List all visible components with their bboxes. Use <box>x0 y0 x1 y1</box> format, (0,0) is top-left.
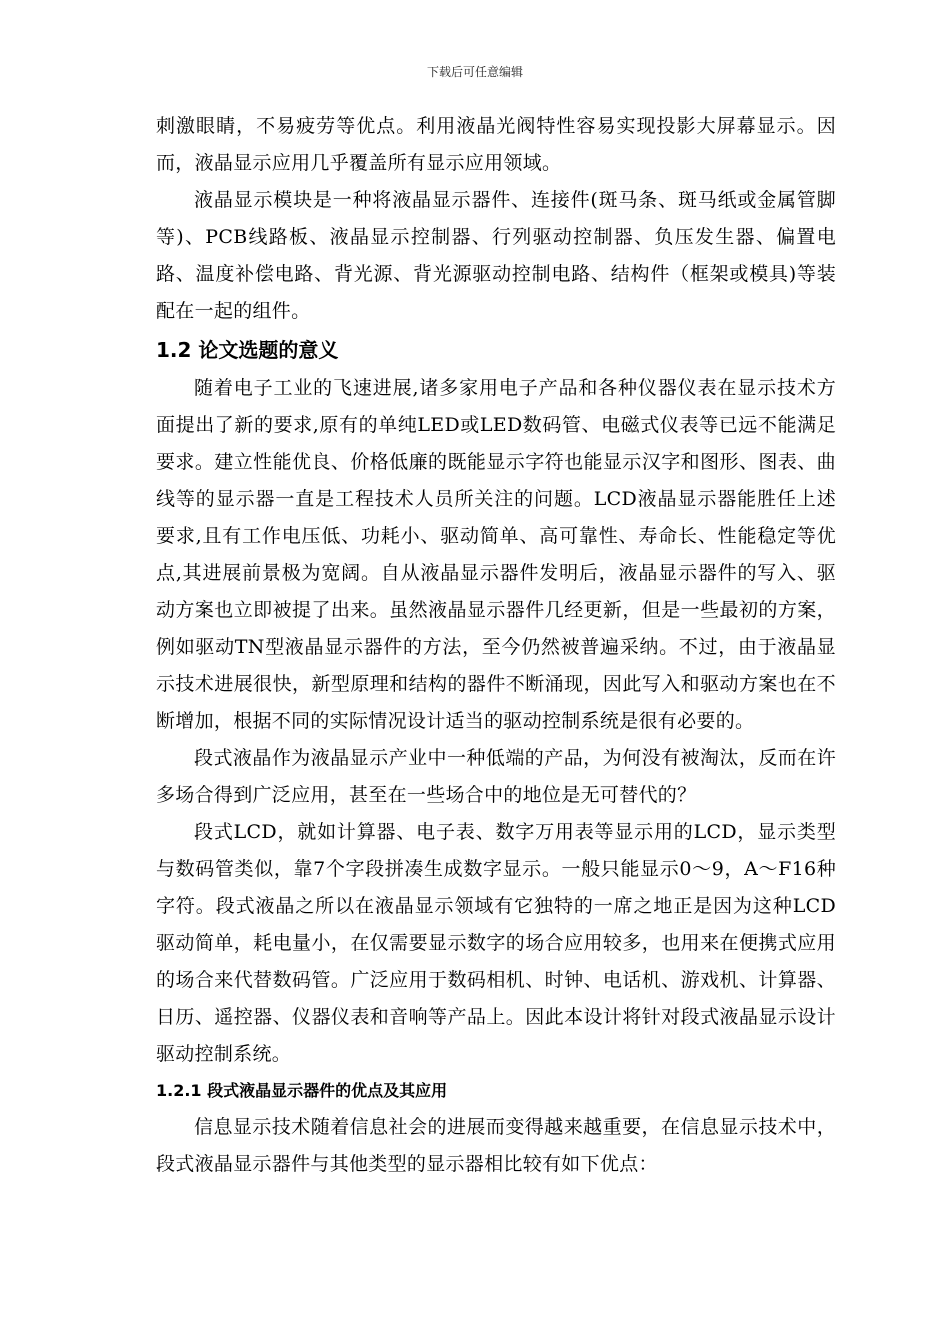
document-body <box>156 108 836 1183</box>
paragraph-segment-lcd: 段式LCD，就如计算器、电子表、数字万用表等显示用的LCD，显示类型与数码管类似，靠7个字段拼凑生成数字显示。一般只能显示0～9，A～F16种字符。段式液晶之所以在液晶显示领域有它独特的一席之地正是因为这种LCD驱动简单，耗电量小，在仅需要显示数字的场合应用较多，也用来在便携式应用的场合来代替数码管。广泛应用于数码相机、时钟、电话机、游戏机、计算器、日历、遥控器、仪器仪表和音响等产品上。因此本设计将针对段式液晶显示设计驱动控制系统。 <box>156 821 836 1065</box>
paragraph-advantages-intro: 信息显示技术随着信息社会的进展而变得越来越重要，在信息显示技术中，段式液晶显示器件与其他类型的显示器相比较有如下优点： <box>156 1116 836 1175</box>
paragraph-development: 随着电子工业的飞速进展,诸多家用电子产品和各种仪器仪表在显示技术方面提出了新的要求,原有的单纯LED或LED数码管、电磁式仪表等已远不能满足要求。建立性能优良、价格低廉的既能显示字符也能显示汉字和图形、图表、曲线等的显示器一直是工程技术人员所关注的问题。LCD液晶显示器能胜任上述要求,且有工作电压低、功耗小、驱动简单、高可靠性、寿命长、性能稳定等优点,其进展前景极为宽阔。自从液晶显示器件发明后，液晶显示器件的写入、驱动方案也立即被提了出来。虽然液晶显示器件几经更新，但是一些最初的方案，例如驱动TN型液晶显示器件的方法，至今仍然被普遍采纳。不过，由于液晶显示技术进展很快，新型原理和结构的器件不断涌现，因此写入和驱动方案也在不断增加，根据不同的实际情况设计适当的驱动控制系统是很有必要的。 <box>156 377 836 732</box>
subsection-heading-1-2-1: 1.2.1 段式液晶显示器件的优点及其应用 <box>156 1081 448 1100</box>
section-heading-1-2: 1.2 论文选题的意义 <box>156 338 339 362</box>
paragraph-continuation: 刺激眼睛，不易疲劳等优点。利用液晶光阀特性容易实现投影大屏幕显示。因而，液晶显示应用几乎覆盖所有显示应用领域。 <box>156 115 836 174</box>
page-header: 下载后可任意编辑 <box>426 65 523 79</box>
paragraph-lcd-module: 液晶显示模块是一种将液晶显示器件、连接件(斑马条、斑马纸或金属管脚等)、PCB线路板、液晶显示控制器、行列驱动控制器、负压发生器、偏置电路、温度补偿电路、背光源、背光源驱动控制电路、结构件（框架或模具)等装配在一起的组件。 <box>156 189 836 322</box>
paragraph-segment-question: 段式液晶作为液晶显示产业中一种低端的产品，为何没有被淘汰，反而在许多场合得到广泛应用，甚至在一些场合中的地位是无可替代的？ <box>156 747 836 806</box>
